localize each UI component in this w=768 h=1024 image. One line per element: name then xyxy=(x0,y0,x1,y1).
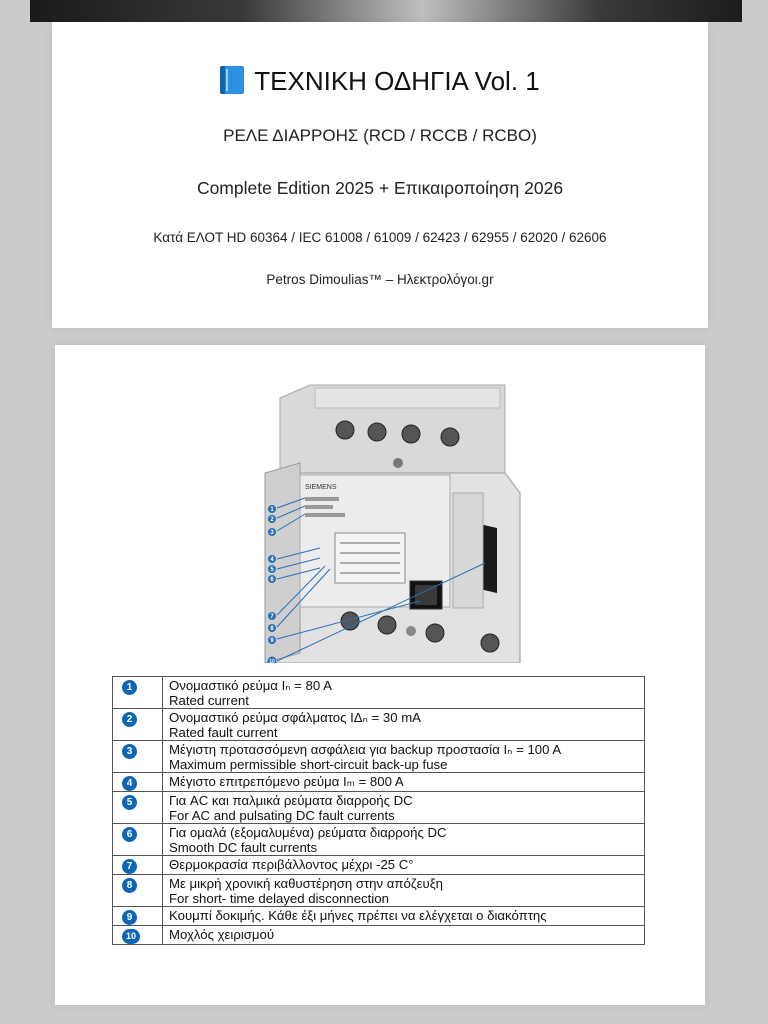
callout-9 xyxy=(268,636,276,644)
table-row xyxy=(113,677,645,709)
spec-english: Smooth DC fault currents xyxy=(169,840,318,855)
table-row xyxy=(113,907,645,926)
svg-text:9: 9 xyxy=(270,638,274,644)
spec-greek: Θερμοκρασία περιβάλλοντος μέχρι -25 C° xyxy=(169,857,414,872)
svg-text:10: 10 xyxy=(269,659,275,663)
callout-1 xyxy=(268,505,276,513)
page-title-text: ΤΕΧΝΙΚΗ ΟΔΗΓΙΑ Vol. 1 xyxy=(254,66,540,96)
callout-5 xyxy=(268,565,276,573)
spec-greek: Με μικρή χρονική καθυστέρηση στην απόζευξη xyxy=(169,876,443,891)
svg-text:4: 4 xyxy=(270,557,274,563)
spec-english: For short- time delayed disconnection xyxy=(169,891,389,906)
spec-english: Rated current xyxy=(169,693,249,708)
spec-greek: Μοχλός χειρισμού xyxy=(169,927,275,942)
spec-greek: Κουμπί δοκιμής. Κάθε έξι μήνες πρέπει να ελέγχεται ο διακόπτης xyxy=(169,908,547,923)
table-row xyxy=(113,926,645,945)
spec-greek: Για ομαλά (εξομαλυμένα) ρεύματα διαρροής DC xyxy=(169,825,447,840)
top-bar xyxy=(30,0,742,22)
spec-greek: Για AC και παλμικά ρεύματα διαρροής DC xyxy=(169,793,413,808)
table-row xyxy=(113,792,645,824)
svg-text:5: 5 xyxy=(270,567,274,573)
callout-6 xyxy=(268,575,276,583)
spec-table xyxy=(112,676,645,945)
svg-text:3: 3 xyxy=(270,530,274,536)
table-row xyxy=(113,856,645,875)
svg-text:8: 8 xyxy=(270,626,274,632)
page-title xyxy=(52,66,708,97)
spec-greek: Μέγιστη προτασσόμενη ασφάλεια για backup προστασία Iₙ = 100 A xyxy=(169,742,562,757)
callout-3 xyxy=(268,528,276,536)
number-badge: 1 xyxy=(122,680,137,695)
spec-greek: Μέγιστο επιτρεπόμενο ρεύμα Iₘ = 800 A xyxy=(169,774,404,789)
number-badge: 5 xyxy=(122,795,137,810)
callout-8 xyxy=(268,624,276,632)
callout-4 xyxy=(268,555,276,563)
number-badge: 3 xyxy=(122,744,137,759)
table-row xyxy=(113,875,645,907)
spec-english: Rated fault current xyxy=(169,725,278,740)
svg-text:7: 7 xyxy=(270,614,274,620)
callout-2 xyxy=(268,515,276,523)
number-badge: 7 xyxy=(122,859,137,874)
svg-text:1: 1 xyxy=(270,507,274,513)
number-badge: 2 xyxy=(122,712,137,727)
spec-english: For AC and pulsating DC fault currents xyxy=(169,808,395,823)
number-badge: 9 xyxy=(122,910,137,925)
table-row xyxy=(113,824,645,856)
number-badge: 6 xyxy=(122,827,137,842)
svg-text:6: 6 xyxy=(270,577,274,583)
svg-text:2: 2 xyxy=(270,517,274,523)
spec-greek: Ονομαστικό ρεύμα Iₙ = 80 A xyxy=(169,678,332,693)
table-row xyxy=(113,741,645,773)
author: Petros Dimoulias™ – Ηλεκτρολόγοι.gr xyxy=(266,272,494,287)
standards: Κατά ΕΛΟΤ HD 60364 / IEC 61008 / 61009 / 62423 / 62955 / 62020 / 62606 xyxy=(153,230,607,245)
book-icon xyxy=(220,66,244,94)
rcd-device-illustration xyxy=(205,363,525,663)
content-card xyxy=(55,345,705,1005)
spec-greek: Ονομαστικό ρεύμα σφάλματος IΔₙ = 30 mA xyxy=(169,710,421,725)
table-row xyxy=(113,709,645,741)
number-badge: 8 xyxy=(122,878,137,893)
number-badge: 4 xyxy=(122,776,137,791)
spec-english: Maximum permissible short-circuit back-up fuse xyxy=(169,757,448,772)
subtitle: ΡΕΛΕ ΔΙΑΡΡΟΗΣ (RCD / RCCB / RCBO) xyxy=(223,126,537,145)
callout-7 xyxy=(268,612,276,620)
edition: Complete Edition 2025 + Επικαιροποίηση 2026 xyxy=(196,178,564,198)
number-badge: 10 xyxy=(122,929,140,944)
table-row xyxy=(113,773,645,792)
cover-card xyxy=(52,22,708,328)
device-brand: SIEMENS xyxy=(305,484,337,491)
